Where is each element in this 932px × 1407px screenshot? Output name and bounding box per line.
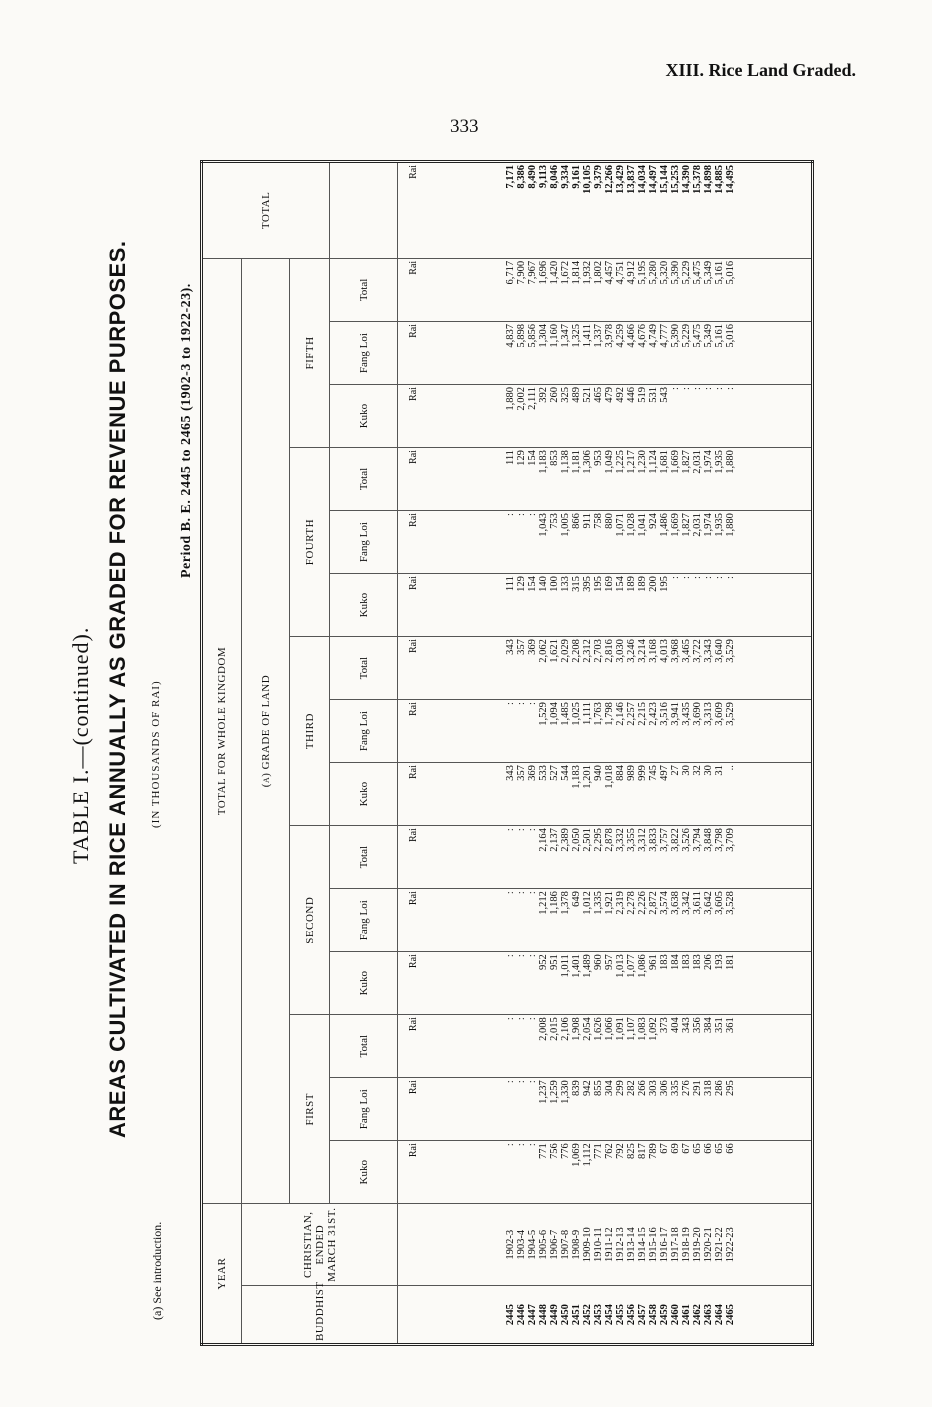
- christian-header: CHRISTIAN, ENDED MARCH 31ST.: [242, 1204, 398, 1286]
- second-header: SECOND: [290, 826, 330, 1015]
- total-header: TOTAL: [202, 162, 330, 259]
- second-kuko-column: : : : 952 951 1,011 1,401 1,489 960 957 1,013 1,077 1,086 961 183 184 183 183 206 193 181: [430, 952, 813, 1015]
- christian-year-column: 1902-3 1903-4 1904-5 1905-6 1906-7 1907-8 1908-9 1909-10 1910-11 1911-12 1912-13 1913-14 1914-15 1915-16 1916-17 1917-18 1918-19 1919-20 1920-21 1921-22 1922-23: [430, 1204, 813, 1286]
- grade-header: (a) GRADE OF LAND: [242, 258, 290, 1203]
- second-total-header: Total: [330, 826, 398, 889]
- third-header: THIRD: [290, 637, 330, 826]
- fourth-header: FOURTH: [290, 448, 330, 637]
- unit-label: Rai: [398, 574, 430, 637]
- fifth-fang-column: 4,837 5,898 5,856 1,304 1,160 1,347 1,325 1,411 1,337 3,978 4,259 4,466 4,676 4,749 4,777 5,390 5,229 5,475 5,349 5,161 5,016: [430, 322, 813, 385]
- unit-label: Rai: [398, 889, 430, 952]
- unit-label: Rai: [398, 1015, 430, 1078]
- third-total-header: Total: [330, 637, 398, 700]
- year-header: YEAR: [202, 1204, 242, 1345]
- kingdom-header: TOTAL FOR WHOLE KINGDOM: [202, 258, 242, 1203]
- grand-total-column: 7,171 8,386 8,490 9,113 8,046 9,334 9,161 10,105 9,379 12,266 13,429 13,837 14,034 14,497 15,144 15,253 14,390 15,378 14,898 14,885 14,495: [430, 162, 813, 259]
- first-fang-column: : : : 1,237 1,259 1,330 839 942 855 304 299 282 266 303 306 335 276 291 318 286 295: [430, 1078, 813, 1141]
- first-kuko-column: : : : 771 756 776 1,069 1,112 771 762 792 825 817 789 67 69 67 65 66 65 66: [430, 1141, 813, 1204]
- second-total-column: : : : 2,164 2,137 2,389 2,050 2,501 2,295 2,878 3,332 3,355 3,312 3,833 3,757 3,822 3,526 3,794 3,848 3,798 3,709: [430, 826, 813, 889]
- table-label: TABLE I.—(continued).: [68, 626, 93, 864]
- third-fang-header: Fang Loi: [330, 700, 398, 763]
- third-kuko-header: Kuko: [330, 763, 398, 826]
- fifth-total-column: 6,717 7,900 7,967 1,696 1,420 1,672 1,814 1,932 1,802 4,457 4,751 4,912 5,195 5,280 5,320 5,390 5,229 5,475 5,349 5,161 5,016: [430, 258, 813, 321]
- fourth-fang-header: Fang Loi: [330, 511, 398, 574]
- fifth-header: FIFTH: [290, 258, 330, 447]
- fourth-total-header: Total: [330, 448, 398, 511]
- unit-label: Rai: [398, 511, 430, 574]
- fifth-total-header: Total: [330, 258, 398, 321]
- second-fang-header: Fang Loi: [330, 889, 398, 952]
- fourth-fang-column: : : : 1,043 753 1,005 866 911 758 880 1,071 1,028 1,041 924 1,486 1,669 1,827 2,031 1,974 1,935 1,880: [430, 511, 813, 574]
- unit-label: Rai: [398, 952, 430, 1015]
- third-fang-column: : : : 1,529 1,094 1,485 1,025 1,111 1,763 1,798 2,146 2,257 2,215 2,423 3,516 3,941 3,435 3,690 3,313 3,609 3,529: [430, 700, 813, 763]
- unit-label: Rai: [398, 322, 430, 385]
- unit-label: Rai: [398, 763, 430, 826]
- unit-label: Rai: [398, 258, 430, 321]
- unit-label: Rai: [398, 637, 430, 700]
- unit-label: Rai: [398, 1078, 430, 1141]
- fifth-kuko-header: Kuko: [330, 385, 398, 448]
- grand-total-unit-spacer: [330, 162, 398, 259]
- unit-label: Rai: [398, 162, 430, 259]
- page-header: XIII. Rice Land Graded.: [665, 60, 856, 80]
- unit-label: Rai: [398, 385, 430, 448]
- page-number: 333: [450, 116, 479, 137]
- buddhist-header: BUDDHIST: [242, 1286, 398, 1345]
- first-header: FIRST: [290, 1015, 330, 1204]
- fourth-kuko-header: Kuko: [330, 574, 398, 637]
- third-total-column: 343 357 369 2,062 1,621 2,029 2,208 2,312 2,703 2,816 3,030 3,246 3,214 3,168 4,013 3,968 3,465 3,722 3,343 3,640 3,529: [430, 637, 813, 700]
- footnote: (a) See introduction.: [150, 1221, 164, 1320]
- second-fang-column: : : : 1,212 1,186 1,378 649 1,012 1,335 1,921 2,319 2,278 2,226 2,872 3,574 3,638 3,342 3,611 3,642 3,605 3,528: [430, 889, 813, 952]
- buddhist-year-column: 2445 2446 2447 2448 2449 2450 2451 2452 2453 2454 2455 2456 2457 2458 2459 2460 2461 2462 2463 2464 2465: [430, 1286, 813, 1345]
- unit-label: Rai: [398, 700, 430, 763]
- unit-label: Rai: [398, 448, 430, 511]
- second-kuko-header: Kuko: [330, 952, 398, 1015]
- unit-label: Rai: [398, 826, 430, 889]
- table-title: AREAS CULTIVATED IN RICE ANNUALLY AS GRADED FOR REVENUE PURPOSES.: [105, 240, 130, 1138]
- unit-label: Rai: [398, 1141, 430, 1204]
- third-kuko-column: 343 357 369 533 527 544 1,183 1,201 940 1,018 884 989 999 745 497 27 30 32 30 31 ..: [430, 763, 813, 826]
- period-note: Period B. E. 2445 to 2465 (1902-3 to 1922-23).: [179, 283, 194, 578]
- rotated-table-container: [200, 160, 814, 1346]
- fifth-fang-header: Fang Loi: [330, 322, 398, 385]
- rice-land-table: [200, 160, 814, 1346]
- first-total-header: Total: [330, 1015, 398, 1078]
- first-fang-header: Fang Loi: [330, 1078, 398, 1141]
- fifth-kuko-column: 1,880 2,002 2,111 392 260 325 489 521 465 479 492 446 519 531 543 : : : : : :: [430, 385, 813, 448]
- fourth-total-column: 111 129 154 1,183 853 1,138 1,181 1,306 953 1,049 1,225 1,217 1,230 1,124 1,681 1,669 1,827 2,031 1,974 1,935 1,880: [430, 448, 813, 511]
- fourth-kuko-column: 111 129 154 140 100 133 315 395 195 169 154 189 189 200 195 : : : : : :: [430, 574, 813, 637]
- first-total-column: : : : 2,008 2,015 2,106 1,908 2,054 1,626 1,066 1,091 1,107 1,083 1,092 373 404 343 356 384 351 361: [430, 1015, 813, 1078]
- units-note: (IN THOUSANDS OF RAI): [150, 680, 162, 828]
- first-kuko-header: Kuko: [330, 1141, 398, 1204]
